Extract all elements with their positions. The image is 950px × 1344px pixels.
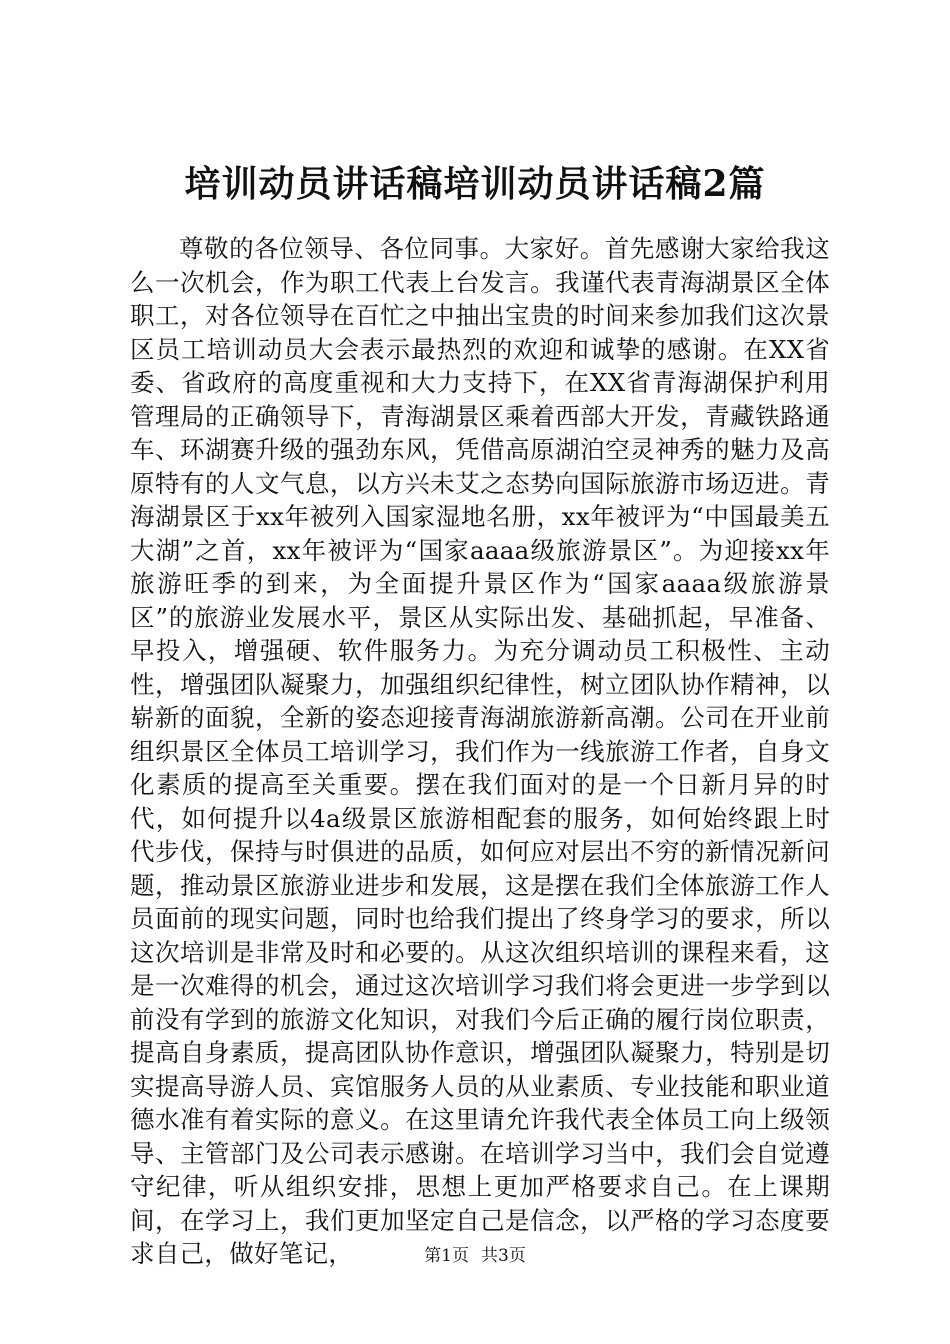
page-total: 共3页	[481, 1246, 526, 1266]
document-title: 培训动员讲话稿培训动员讲话稿2篇	[184, 163, 766, 205]
document-body-paragraph: 尊敬的各位领导、各位同事。大家好。首先感谢大家给我这么一次机会，作为职工代表上台发言。我谨代表青海湖景区全体职工，对各位领导在百忙之中抽出宝贵的时间来参加我们这次景区员工培训动员大会表示最热烈的欢迎和诚挚的感谢。在XX省委、省政府的高度重视和大力支持下，在XX省青海湖保护利用管理局的正确领导下，青海湖景区乘着西部大开发，青藏铁路通车、环湖赛升级的强劲东风，凭借高原湖泊空灵神秀的魅力及高原特有的人文气息，以方兴未艾之态势向国际旅游市场迈进。青海湖景区于xx年被列入国家湿地名册，xx年被评为“中国最美五大湖”之首，xx年被评为“国家aaaa级旅游景区”。为迎接xx年旅游旺季的到来，为全面提升景区作为“国家aaaa级旅游景区”的旅游业发展水平，景区从实际出发、基础抓起，早准备、早投入，增强硬、软件服务力。为充分调动员工积极性、主动性，增强团队凝聚力，加强组织纪律性，树立团队协作精神，以崭新的面貌，全新的姿态迎接青海湖旅游新高潮。公司在开业前组织景区全体员工培训学习，我们作为一线旅游工作者，自身文化素质的提高至关重要。摆在我们面对的是一个日新月异的时代，如何提升以4a级景区旅游相配套的服务，如何始终跟上时代步伐，保持与时俱进的品质，如何应对层出不穷的新情况新问题，推动景区旅游业进步和发展，这是摆在我们全体旅游工作人员面前的现实问题，同时也给我们提出了终身学习的要求，所以这次培训是非常及时和必要的。从这次组织培训的课程来看，这是一次难得的机会，通过这次培训学习我们将会更进一步学到以前没有学到的旅游文化知识，对我们今后正确的履行岗位职责，提高自身素质，提高团队协作意识，增强团队凝聚力，特别是切实提高导游人员、宾馆服务人员的从业素质、专业技能和职业道德水准有着实际的意义。在这里请允许我代表全体员工向上级领导、主管部门及公司表示感谢。在培训学习当中，我们会自觉遵守纪律，听从组织安排，思想上更加严格要求自己。在上课期间，在学习上，我们更加坚定自己是信念，以严格的学习态度要求自己，做好笔记，	[130, 234, 831, 1268]
page-number: 第1页	[424, 1246, 469, 1266]
page-footer	[0, 1245, 950, 1267]
